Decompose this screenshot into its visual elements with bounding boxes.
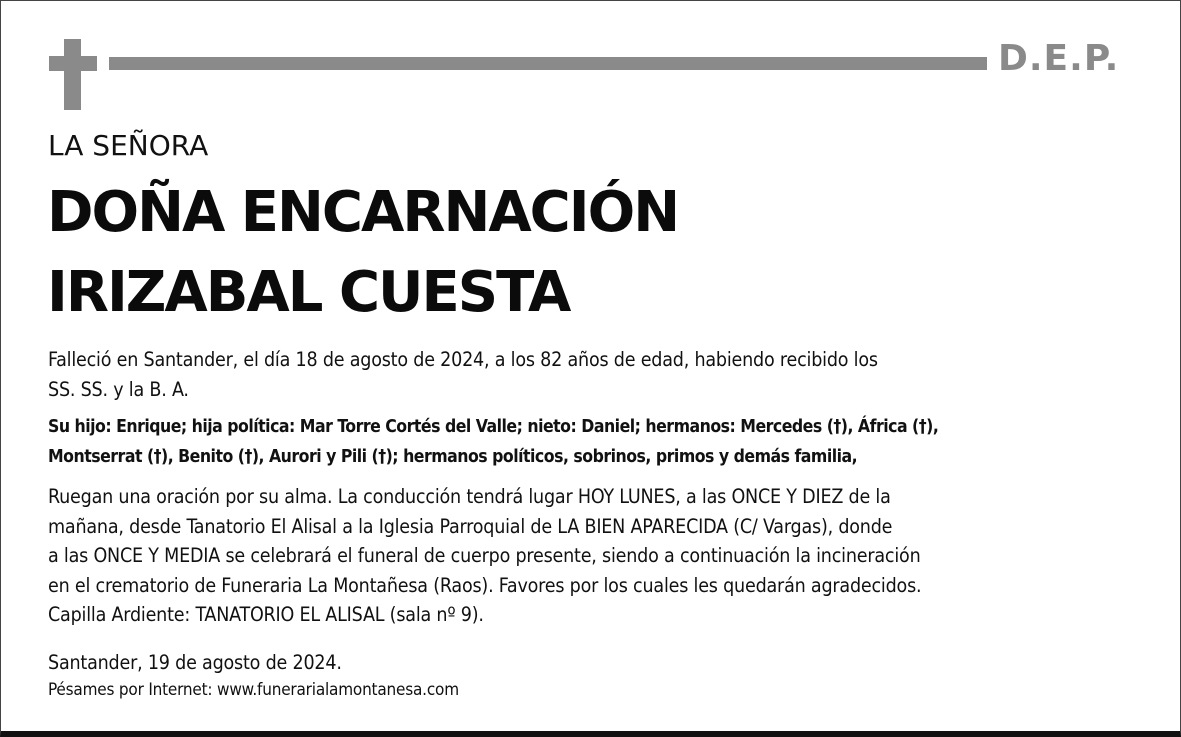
dep-label: D.E.P.	[998, 38, 1120, 79]
header-rule	[109, 57, 987, 70]
deceased-name-line-2: IRIZABAL CUESTA	[47, 260, 570, 325]
death-paragraph	[48, 345, 1158, 404]
condolences-link-text[interactable]: Pésames por Internet: www.funerarialamontanesa.com	[48, 680, 459, 700]
service-line: mañana, desde Tanatorio El Alisal a la Iglesia Parroquial de LA BIEN APARECIDA (C/ Vargas), donde	[48, 514, 893, 538]
deceased-name-line-1: DOÑA ENCARNACIÓN	[47, 180, 679, 245]
death-line: Falleció en Santander, el día 18 de agosto de 2024, a los 82 años de edad, habiendo recibido los	[48, 348, 878, 371]
service-line: en el crematorio de Funeraria La Montañesa (Raos). Favores por los cuales les quedarán agradecidos.	[48, 573, 922, 597]
service-line: Capilla Ardiente: TANATORIO EL ALISAL (sala nº 9).	[48, 603, 484, 626]
family-line: Montserrat (†), Benito (†), Aurori y Pili (†); hermanos políticos, sobrinos, primos y demás familia,	[48, 446, 858, 467]
service-line: a las ONCE Y MEDIA se celebrará el funeral de cuerpo presente, siendo a continuación la incineración	[48, 544, 921, 567]
cross-horizontal-bar	[49, 56, 97, 71]
service-paragraph	[48, 482, 1158, 630]
place-date: Santander, 19 de agosto de 2024.	[48, 651, 342, 674]
family-line: Su hijo: Enrique; hija política: Mar Torre Cortés del Valle; nieto: Daniel; hermanos: Mercedes (†), África (†),	[48, 417, 939, 437]
cross-vertical-bar	[64, 39, 81, 110]
family-paragraph	[48, 413, 1158, 472]
title-prefix: LA SEÑORA	[48, 129, 209, 162]
death-line: SS. SS. y la B. A.	[48, 377, 189, 401]
service-line: Ruegan una oración por su alma. La conducción tendrá lugar HOY LUNES, a las ONCE Y DIEZ de la	[48, 485, 891, 508]
